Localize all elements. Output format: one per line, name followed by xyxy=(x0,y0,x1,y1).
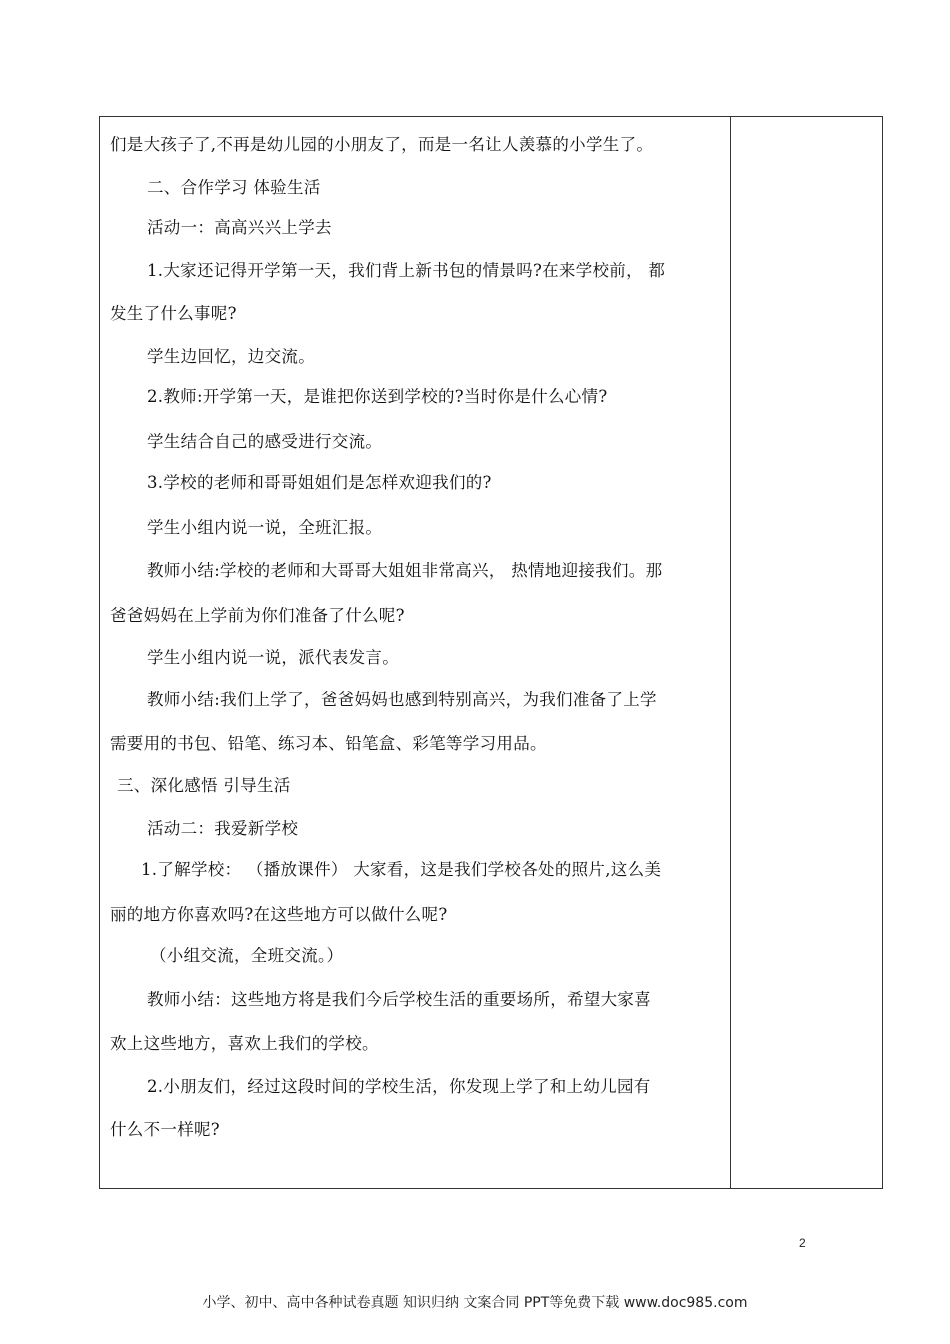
text-line-13: 学生小组内说一说，派代表发言。 xyxy=(147,648,399,667)
text-line-22: 欢上这些地方，喜欢上我们的学校。 xyxy=(110,1034,379,1053)
page-number: 2 xyxy=(799,1236,806,1250)
text-line-6: 学生边回忆，边交流。 xyxy=(147,347,315,366)
text-line-21: 教师小结：这些地方将是我们今后学校生活的重要场所，希望大家喜 xyxy=(147,990,651,1009)
activity-heading-1: 活动一：高高兴兴上学去 xyxy=(147,218,332,237)
text-line-14: 教师小结:我们上学了，爸爸妈妈也感到特别高兴，为我们准备了上学 xyxy=(147,690,657,709)
activity-heading-2: 活动二：我爱新学校 xyxy=(147,819,299,838)
text-line-8: 学生结合自己的感受进行交流。 xyxy=(147,432,383,451)
text-line-1: 们是大孩子了,不再是幼儿园的小朋友了，而是一名让人羡慕的小学生了。 xyxy=(110,135,654,154)
section-heading-2: 二、合作学习 体验生活 xyxy=(147,178,321,197)
text-line-7: 2.教师:开学第一天，是谁把你送到学校的?当时你是什么心情? xyxy=(147,387,608,406)
text-line-9: 3.学校的老师和哥哥姐姐们是怎样欢迎我们的? xyxy=(147,473,492,492)
text-line-15: 需要用的书包、铅笔、练习本、铅笔盒、彩笔等学习用品。 xyxy=(110,734,547,753)
text-line-12: 爸爸妈妈在上学前为你们准备了什么呢? xyxy=(110,606,405,625)
text-line-24: 什么不一样呢? xyxy=(110,1120,220,1139)
footer-text: 小学、初中、高中各种试卷真题 知识归纳 文案合同 PPT等免费下载 www.doc985.com xyxy=(202,1295,748,1311)
text-line-23: 2.小朋友们，经过这段时间的学校生活，你发现上学了和上幼儿园有 xyxy=(147,1077,651,1096)
text-line-4: 1.大家还记得开学第一天，我们背上新书包的情景吗?在来学校前， 都 xyxy=(147,261,666,280)
section-heading-3: 三、深化感悟 引导生活 xyxy=(117,776,291,795)
text-line-19: 丽的地方你喜欢吗?在这些地方可以做什么呢? xyxy=(110,905,448,924)
text-line-18: 1.了解学校： （播放课件） 大家看，这是我们学校各处的照片,这么美 xyxy=(141,860,662,879)
text-line-10: 学生小组内说一说，全班汇报。 xyxy=(147,518,383,537)
text-line-11: 教师小结:学校的老师和大哥哥大姐姐非常高兴， 热情地迎接我们。那 xyxy=(147,561,663,580)
column-divider xyxy=(730,117,731,1188)
text-line-5: 发生了什么事呢? xyxy=(110,304,237,323)
text-line-20: （小组交流，全班交流。） xyxy=(150,946,344,965)
